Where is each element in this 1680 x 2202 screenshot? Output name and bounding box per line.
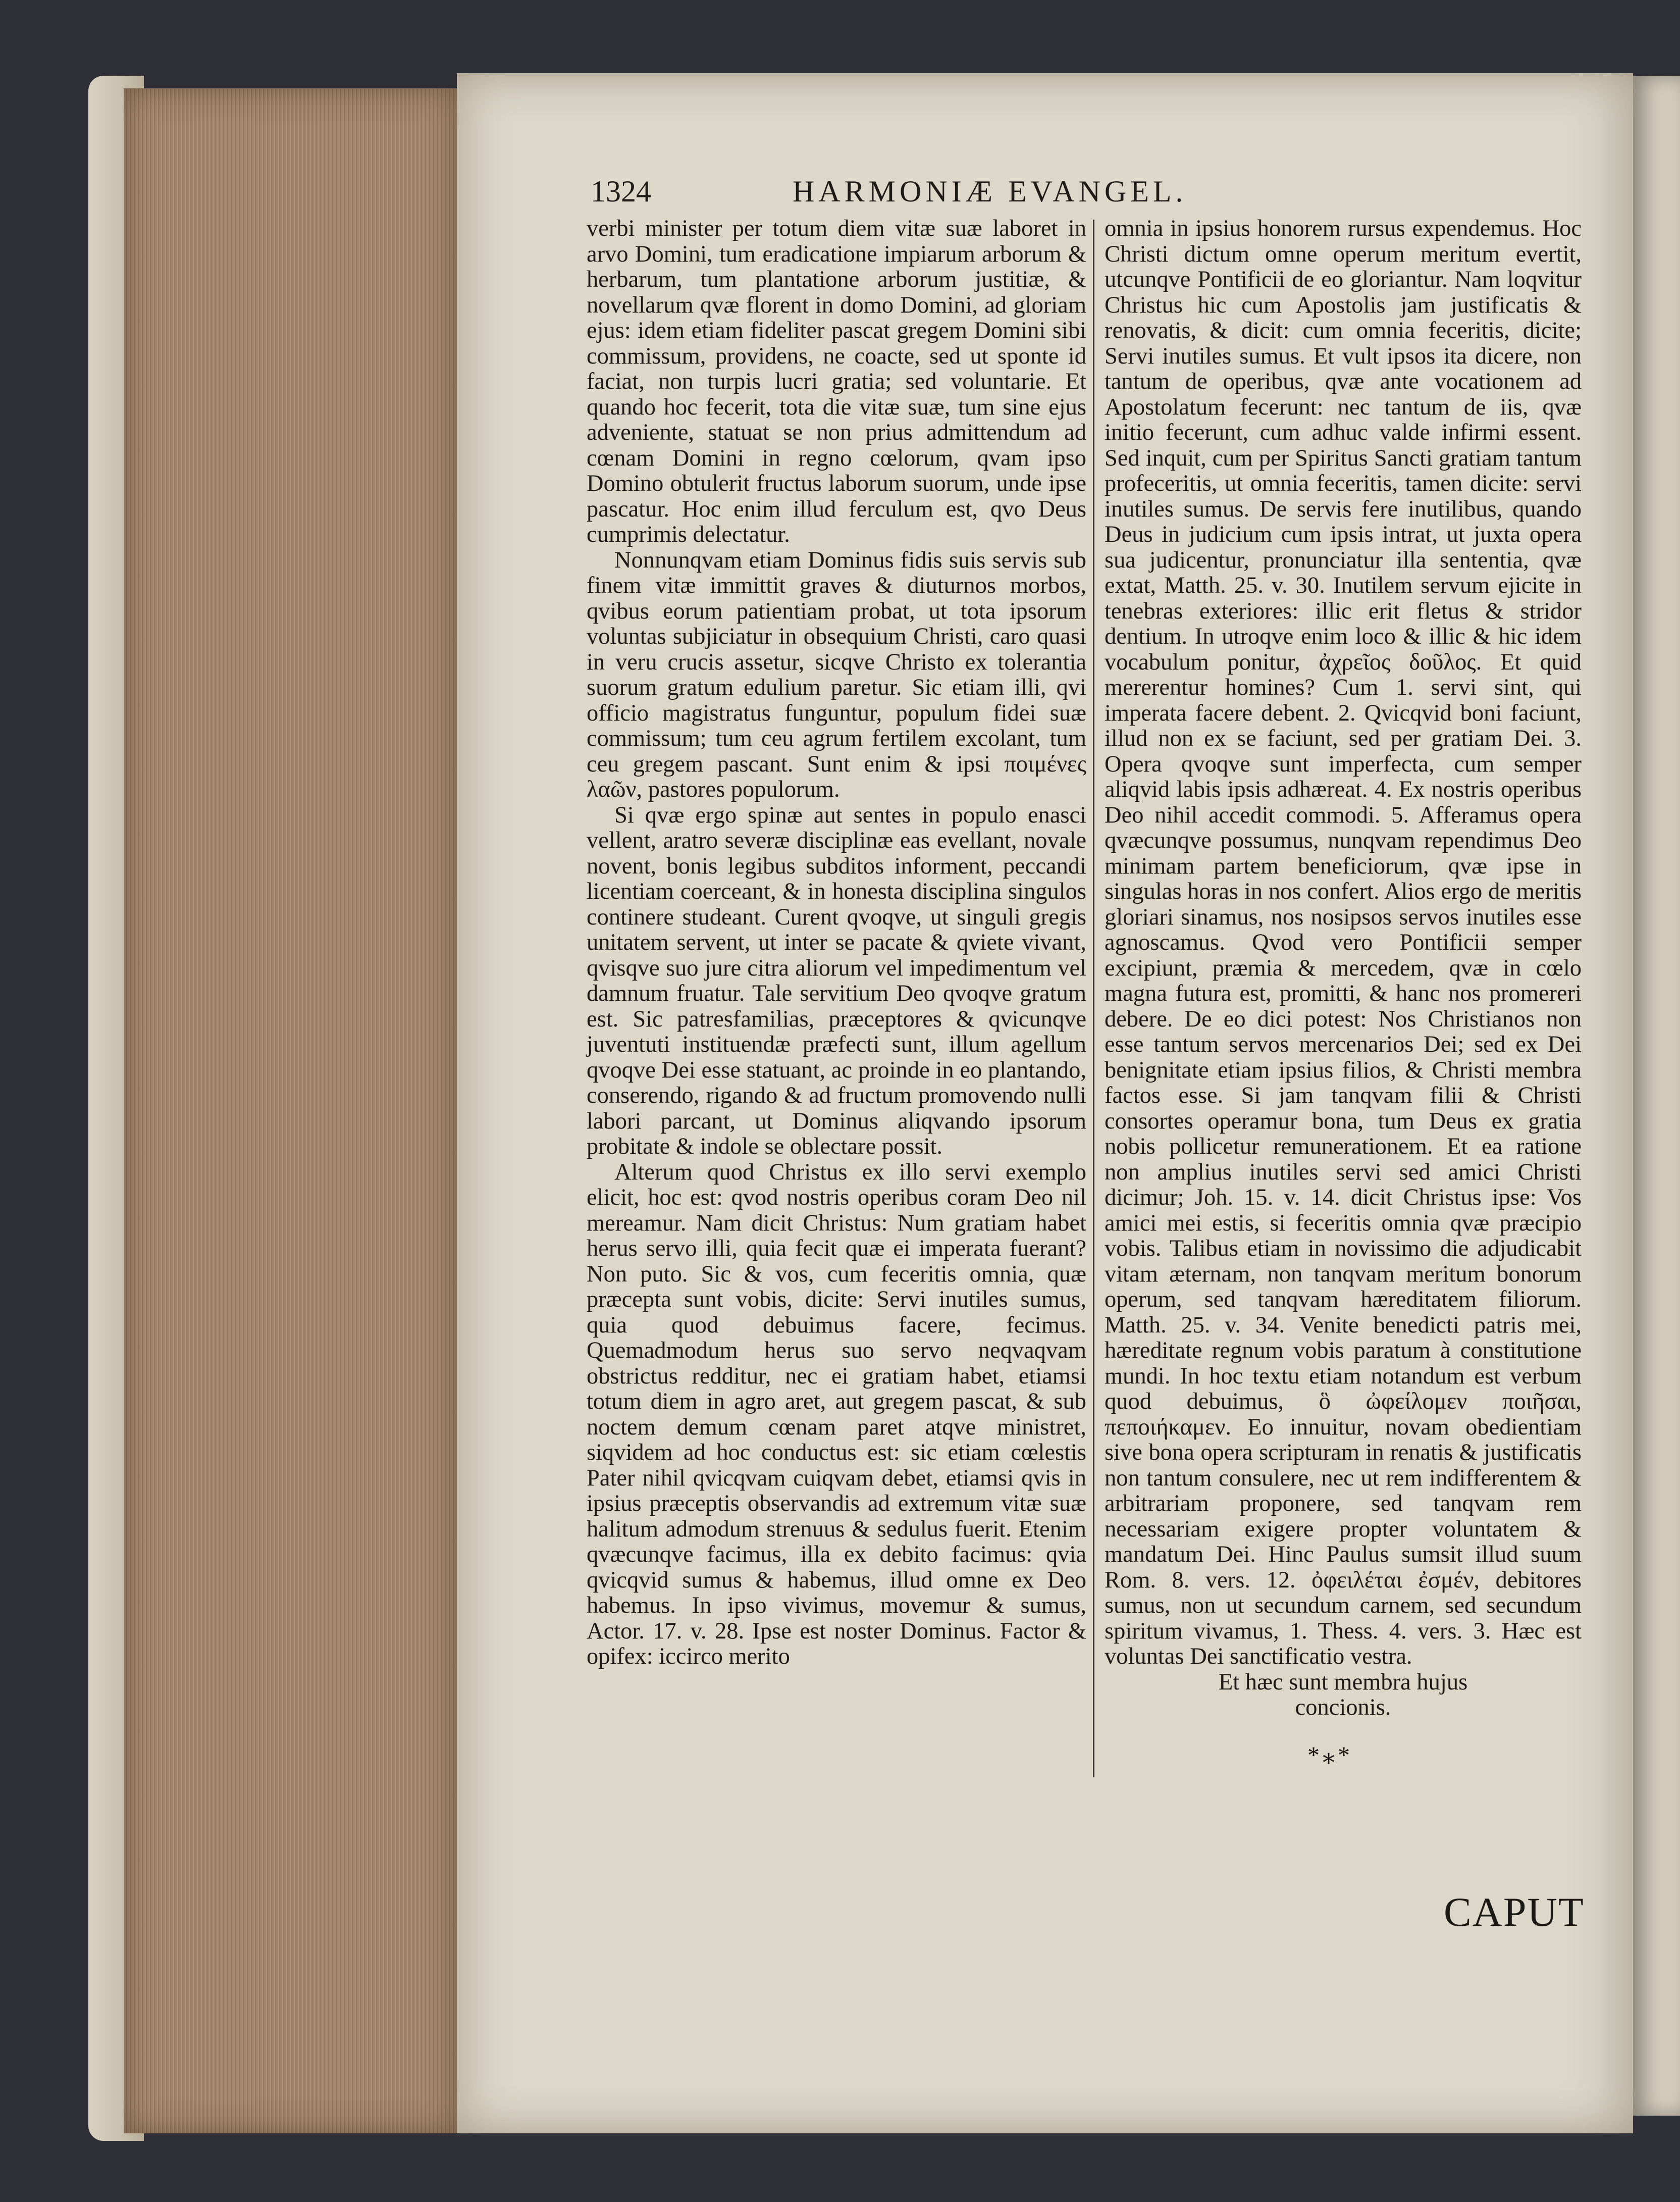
paragraph: Nonnunqvam etiam Dominus fidis suis servis sub finem vitæ immittit graves & diuturnos morbos, qvibus eorum patientiam probat, ut tota ipsorum voluntas subjiciatur in obsequium Christi, caro quasi in veru crucis assetur, sicqve Christo ex tolerantia suorum gratum edulium paretur. Sic etiam illi, qvi officio magistratus funguntur, populum fidei suæ commissum; tum ceu agrum fertilem excolant, tum ceu gregem pascant. Sunt enim & ipsi ποιμένες λαῶν, pastores populorum.: [587, 547, 1086, 802]
closing-line: concionis.: [1295, 1695, 1391, 1720]
paragraph: Si qvæ ergo spinæ aut sentes in populo enasci vellent, aratro severæ disciplinæ eas evellant, novale novent, bonis legibus subditos informent, peccandi licentiam coerceant, & in honesta disciplina singulos continere studeant. Curent qvoqve, ut singuli gregis unitatem servent, ut inter se pacate & qviete vivant, qvisqve suo jure citra aliorum vel impedimentum vel damnum fruatur. Tale servitium Deo qvoqve gratum est. Sic patresfamilias, præceptores & qvicunqve juventuti instituendæ præfecti sunt, illum agellum qvoqve Dei esse statuant, ac proinde in eo plantando, conserendo, rigando & ad fructum promovendo nulli labori parcant, ut Dominus aliqvando ipsorum probitate & indole se oblectare possit.: [587, 802, 1086, 1159]
page-edges: [124, 88, 457, 2133]
paragraph: omnia in ipsius honorem rursus expendemus. Hoc Christi dictum omne operum meritum evertit, utcunqve Pontificii de eo gloriantur. Nam loqvitur Christus hic cum Apostolis jam justificatis & renovatis, & dicit: cum omnia feceritis, dicite; Servi inutiles sumus. Et vult ipsos ita dicere, non tantum de operibus, qvæ ante vocationem ad Apostolatum fecerunt: nec tantum de iis, qvæ initio fecerunt, cum adhuc valde infirmi essent. Sed inquit, cum per Spiritus Sancti gratiam tantum profeceritis, ut omnia feceritis, tamen dicite: servi inutiles sumus. De servis fere inutilibus, quando Deus in judicium cum ipsis intrat, ut juxta opera sua judicentur, pronunciatur illa sententia, qvæ extat, Matth. 25. v. 30. Inutilem servum ejicite in tenebras exteriores: illic erit fletus & stridor dentium. In utroqve enim loco & illic & hic idem vocabulum ponitur, ἀχρεῖος δοῦλος. Et quid mererentur homines? Cum 1. servi sint, qui imperata facere debent. 2. Qvicqvid boni faciunt, illud non ex se faciunt, sed per gratiam Dei. 3. Opera qvoqve sunt imperfecta, cum semper aliqvid labis ipsis adhæreat. 4. Ex nostris operibus Deo nihil accedit commodi. 5. Afferamus opera qvæcunqve possumus, nunqvam rependimus Deo minimam partem beneficiorum, qvæ ipse in singulas horas in nos confert. Alios ergo de meritis gloriari sinamus, nos nosipsos servos inutiles esse agnoscamus. Qvod vero Pontificii semper excipiunt, præmia & mercedem, qvæ in cœlo magna futura est, promitti, & hanc nos promereri debere. De eo dici potest: Nos Christianos non esse tantum servos mercenarios Dei; sed ex Dei benignitate etiam ipsius filios, & Christi membra factos esse. Si jam tanqvam filii & Christi consortes operamur bona, tum Deus ex gratia nobis pollicetur remunerationem. Et ea ratione non amplius inutiles servi sed amici Christi dicimur; Joh. 15. v. 14. dicit Christus ipse: Vos amici mei estis, si feceritis omnia qvæ præcipio vobis. Talibus etiam in novissimo die adjudicabit vitam æternam, non tanqvam meritum bonorum operum, sed tanqvam hæreditatem filiorum. Matth. 25. v. 34. Venite benedicti patris mei, hæreditate regnum vobis paratum à constitutione mundi. In hoc textu etiam notandum est verbum quod debuimus, ὃ ὠφείλομεν ποιῆσαι, πεποιήκαμεν. Eo innuitur, novam obedientiam sive bona opera scripturam in renatis & justificatis non tantum consulere, nec ut rem indifferentem & arbitrariam proponere, sed tanqvam rem necessariam exigere propter voluntatem & mandatum Dei. Hinc Paulus sumsit illud suum Rom. 8. vers. 12. ὀφειλέται ἐσμέν, debitores sumus, non ut secundum carnem, sed secundum spiritum vivamus, 1. Thess. 4. vers. 3. Hæc est voluntas Dei sanctificatio vestra.: [1105, 216, 1582, 1669]
left-column: [587, 216, 1086, 1670]
ornament-asterisks: *⁎*: [1307, 1742, 1353, 1769]
right-column: [1105, 216, 1582, 1721]
paragraph: verbi minister per totum diem vitæ suæ laboret in arvo Domini, tum eradicatione impiarum arborum & herbarum, tum plantatione arborum justitiæ, & novellarum qvæ florent in domo Domini, ad gloriam ejus: idem etiam fideliter pascat gregem Domini sibi commissum, providens, ne coacte, sed ut sponte id faciat, non turpis lucri gratia; sed voluntarie. Et quando hoc fecerit, tota die vitæ suæ, tum sine ejus adveniente, statuat se non prius admittendum ad cœnam Domini in regno cœlorum, qvam ipso Domino obtulerit fructus laborum suorum, unde ipse pascatur. Hoc enim illud ferculum est, qvo Deus cumprimis delectatur.: [587, 216, 1086, 547]
running-head: [591, 174, 1605, 215]
page-title: HARMONIÆ EVANGEL.: [793, 175, 1187, 208]
paragraph: Alterum quod Christus ex illo servi exemplo elicit, hoc est: qvod nostris operibus coram Deo nil mereamur. Nam dicit Christus: Num gratiam habet herus servo illi, quia fecit quæ ei imperata fuerant? Non puto. Sic & vos, cum feceritis omnia, quæ præcepta sunt vobis, dicite: Servi inutiles sumus, quia quod debuimus facere, fecimus. Quemadmodum herus suo servo neqvaqvam obstrictus redditur, nec ei gratiam habet, etiamsi totum diem in agro aret, aut gregem pascat, & sub noctem demum cœnam paret atqve ministret, siqvidem ad hoc conductus est: sic etiam cœlestis Pater nihil qvicqvam cuiqvam debet, etiamsi qvis in ipsius præceptis observandis ad extremum vitæ suæ halitum admodum strenuus & sedulus fuerit. Etenim qvæcunqve facimus, illa ex debito facimus: qvia qvicqvid sumus & habemus, illud omne ex Deo habemus. In ipso vivimus, movemur & sumus, Actor. 17. v. 28. Ipse est noster Dominus. Factor & opifex: iccirco merito: [587, 1159, 1086, 1669]
catchword: CAPUT: [1444, 1889, 1585, 1935]
facing-page-edge: [1633, 76, 1680, 2116]
column-rule: [1093, 220, 1094, 1777]
page-number: 1324: [591, 175, 651, 208]
closing-line: Et hæc sunt membra hujus: [1218, 1669, 1468, 1695]
